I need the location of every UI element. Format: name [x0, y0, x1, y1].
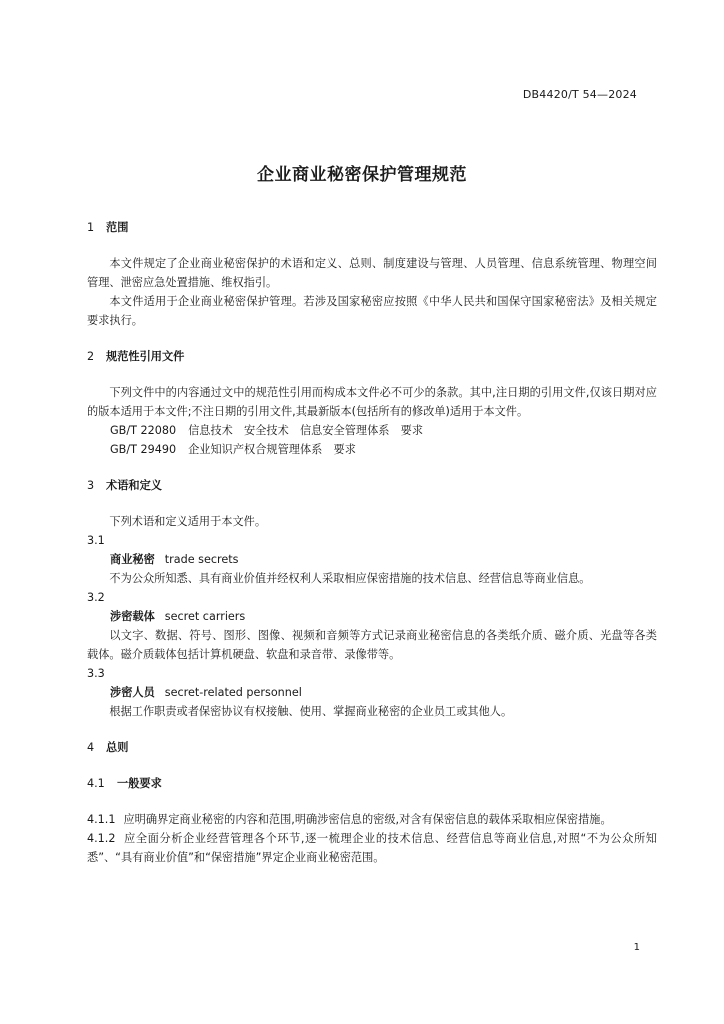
section-1-heading: [87, 218, 657, 237]
paragraph: 下列术语和定义适用于本文件。: [109, 515, 267, 528]
term-cn: 商业秘密: [110, 553, 155, 566]
clause-number: 4.1.2: [87, 832, 116, 845]
section-title: 规范性引用文件: [106, 350, 185, 363]
clause: [87, 829, 657, 867]
term-number: 3.3: [87, 667, 105, 680]
clause-text: 应明确界定商业秘密的内容和范围,明确涉密信息的密级,对含有保密信息的载体采取相应保密措施。: [123, 813, 612, 826]
term-name: [87, 607, 657, 626]
page-number: 1: [633, 942, 640, 953]
term-definition: 根据工作职责或者保密协议有权接触、使用、掌握商业秘密的企业员工或其他人。: [109, 705, 513, 718]
clause-number: 4.1.1: [87, 813, 116, 826]
term-number: 3.1: [87, 534, 105, 547]
subsection-number: 4.1: [87, 777, 105, 790]
term-definition: 以文字、数据、符号、图形、图像、视频和音频等方式记录商业秘密信息的各类纸介质、磁介质、光盘等各类载体。磁介质载体包括计算机硬盘、软盘和录音带、录像带等。: [87, 629, 657, 661]
section-title: 范围: [106, 221, 129, 234]
section-3-heading: [87, 476, 657, 495]
document-title: 企业商业秘密保护管理规范: [257, 165, 467, 185]
paragraph: 本文件适用于企业商业秘密保护管理。若涉及国家秘密应按照《中华人民共和国保守国家秘密法》及相关规定要求执行。: [87, 295, 657, 327]
term-en: trade secrets: [164, 553, 239, 566]
section-number: 2: [87, 350, 95, 363]
subsection-title: 一般要求: [117, 777, 162, 790]
section-2-heading: [87, 347, 657, 366]
subsection-4-1-heading: [87, 774, 657, 793]
reference-title: 企业知识产权合规管理体系 要求: [188, 443, 356, 456]
term-en: secret carriers: [164, 610, 246, 623]
section-title: 术语和定义: [106, 479, 162, 492]
term-name: [87, 550, 657, 569]
clause-text: 应全面分析企业经营管理各个环节,逐一梳理企业的技术信息、经营信息等商业信息,对照“不为公众所知悉”、“具有商业价值”和“保密措施”界定企业商业秘密范围。: [87, 832, 657, 864]
paragraph: 下列文件中的内容通过文中的规范性引用而构成本文件必不可少的条款。其中,注日期的引用文件,仅该日期对应的版本适用于本文件;不注日期的引用文件,其最新版本(包括所有的修改单)适用于本文件。: [87, 386, 657, 418]
term-name: [87, 683, 657, 702]
section-number: 1: [87, 221, 95, 234]
reference-item: [87, 440, 657, 459]
reference-title: 信息技术 安全技术 信息安全管理体系 要求: [188, 424, 424, 437]
term-definition: 不为公众所知悉、具有商业价值并经权利人采取相应保密措施的技术信息、经营信息等商业信息。: [109, 572, 591, 585]
section-number: 4: [87, 741, 95, 754]
term-number: 3.2: [87, 591, 105, 604]
reference-code: GB/T 22080: [110, 424, 177, 437]
standard-code: DB4420/T 54—2024: [522, 88, 637, 101]
term-cn: 涉密载体: [110, 610, 155, 623]
section-4-heading: [87, 738, 657, 757]
section-number: 3: [87, 479, 95, 492]
paragraph: 本文件规定了企业商业秘密保护的术语和定义、总则、制度建设与管理、人员管理、信息系统管理、物理空间管理、泄密应急处置措施、维权指引。: [87, 257, 657, 289]
term-en: secret-related personnel: [164, 686, 302, 699]
term-cn: 涉密人员: [110, 686, 155, 699]
document-body: [87, 218, 657, 867]
reference-item: [87, 421, 657, 440]
section-title: 总则: [106, 741, 129, 754]
reference-code: GB/T 29490: [110, 443, 177, 456]
clause: [87, 810, 657, 829]
